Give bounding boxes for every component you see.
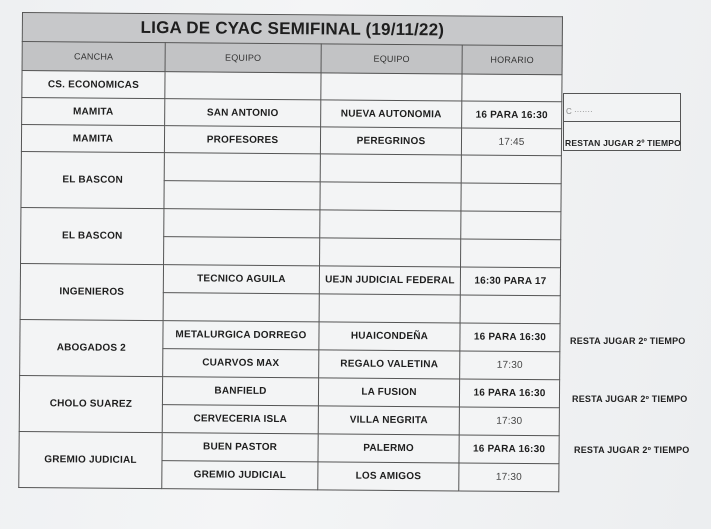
team-cell: LA FUSION <box>318 378 459 407</box>
venue-cell: INGENIEROS <box>20 263 163 320</box>
team-cell: METALURGICA DORREGO <box>163 321 319 350</box>
time-cell: 16 PARA 16:30 <box>460 323 560 352</box>
venue-cell: EL BASCON <box>21 207 164 264</box>
column-header-cancha: CANCHA <box>22 42 165 72</box>
mamita-scribble: C ······· <box>566 107 593 116</box>
team-cell: CERVECERIA ISLA <box>162 405 318 434</box>
time-cell <box>461 239 561 268</box>
team-cell <box>164 209 320 238</box>
team-cell: PALERMO <box>318 434 459 463</box>
team-cell: HUAICONDEÑA <box>319 322 460 351</box>
time-cell: 16:30 PARA 17 <box>460 267 560 296</box>
venue-cell: CS. ECONOMICAS <box>22 71 165 99</box>
venue-cell: CHOLO SUAREZ <box>19 375 162 432</box>
page-title: LIGA DE CYAC SEMIFINAL (19/11/22) <box>22 13 562 46</box>
table-row <box>21 207 561 239</box>
team-cell <box>164 237 320 266</box>
team-cell: LOS AMIGOS <box>318 462 459 491</box>
table-row <box>22 98 562 129</box>
team-cell <box>320 182 461 211</box>
time-cell: 17:30 <box>460 351 560 380</box>
team-cell: PROFESORES <box>164 126 320 154</box>
time-cell <box>461 211 561 240</box>
team-cell <box>320 210 461 239</box>
team-cell <box>164 181 320 210</box>
team-cell: SAN ANTONIO <box>165 99 321 127</box>
abogados-note: RESTA JUGAR 2º TIEMPO <box>570 336 686 346</box>
time-cell: 17:30 <box>459 463 559 492</box>
venue-cell: EL BASCON <box>21 151 164 208</box>
venue-cell: MAMITA <box>21 125 164 153</box>
team-cell <box>164 153 320 182</box>
team-cell <box>320 154 461 183</box>
time-cell: 17:30 <box>459 407 559 436</box>
team-cell: GREMIO JUDICIAL <box>162 461 318 490</box>
venue-cell: MAMITA <box>22 98 165 126</box>
mamita-note: RESTAN JUGAR 2º TIEMPO <box>565 138 681 148</box>
team-cell: BUEN PASTOR <box>162 433 318 462</box>
table-row <box>20 263 560 295</box>
time-cell <box>461 155 561 184</box>
venue-cell: ABOGADOS 2 <box>20 319 163 376</box>
team-cell: PEREGRINOS <box>320 127 461 155</box>
time-cell: 16 PARA 16:30 <box>459 435 559 464</box>
table-row <box>19 431 559 463</box>
team-cell: TECNICO AGUILA <box>163 265 319 294</box>
team-cell: BANFIELD <box>162 377 318 406</box>
cholo-note: RESTA JUGAR 2º TIEMPO <box>572 394 688 404</box>
team-cell: NUEVA AUTONOMIA <box>321 100 462 128</box>
team-cell <box>163 293 319 322</box>
time-cell <box>462 74 562 102</box>
time-cell: 16 PARA 16:30 <box>459 379 559 408</box>
table-row <box>21 125 561 156</box>
column-header-equipo-1: EQUIPO <box>165 43 321 73</box>
team-cell <box>321 73 462 101</box>
table-row <box>19 375 559 407</box>
team-cell <box>320 238 461 267</box>
time-cell: 16 PARA 16:30 <box>462 101 562 129</box>
schedule-table <box>18 12 563 492</box>
time-cell: 17:45 <box>461 128 561 156</box>
column-header-equipo-2: EQUIPO <box>321 44 462 74</box>
time-cell <box>460 295 560 324</box>
venue-cell: GREMIO JUDICIAL <box>19 431 162 488</box>
table-row <box>22 71 562 102</box>
column-header-horario: HORARIO <box>462 45 562 75</box>
team-cell: VILLA NEGRITA <box>318 406 459 435</box>
team-cell: UEJN JUDICIAL FEDERAL <box>319 266 460 295</box>
time-cell <box>461 183 561 212</box>
team-cell: REGALO VALETINA <box>319 350 460 379</box>
table-row <box>20 319 560 351</box>
gremio-note: RESTA JUGAR 2º TIEMPO <box>574 445 690 455</box>
team-cell <box>319 294 460 323</box>
table-row <box>21 151 561 183</box>
team-cell <box>165 72 321 100</box>
schedule-sheet <box>18 12 574 492</box>
team-cell: CUARVOS MAX <box>163 349 319 378</box>
